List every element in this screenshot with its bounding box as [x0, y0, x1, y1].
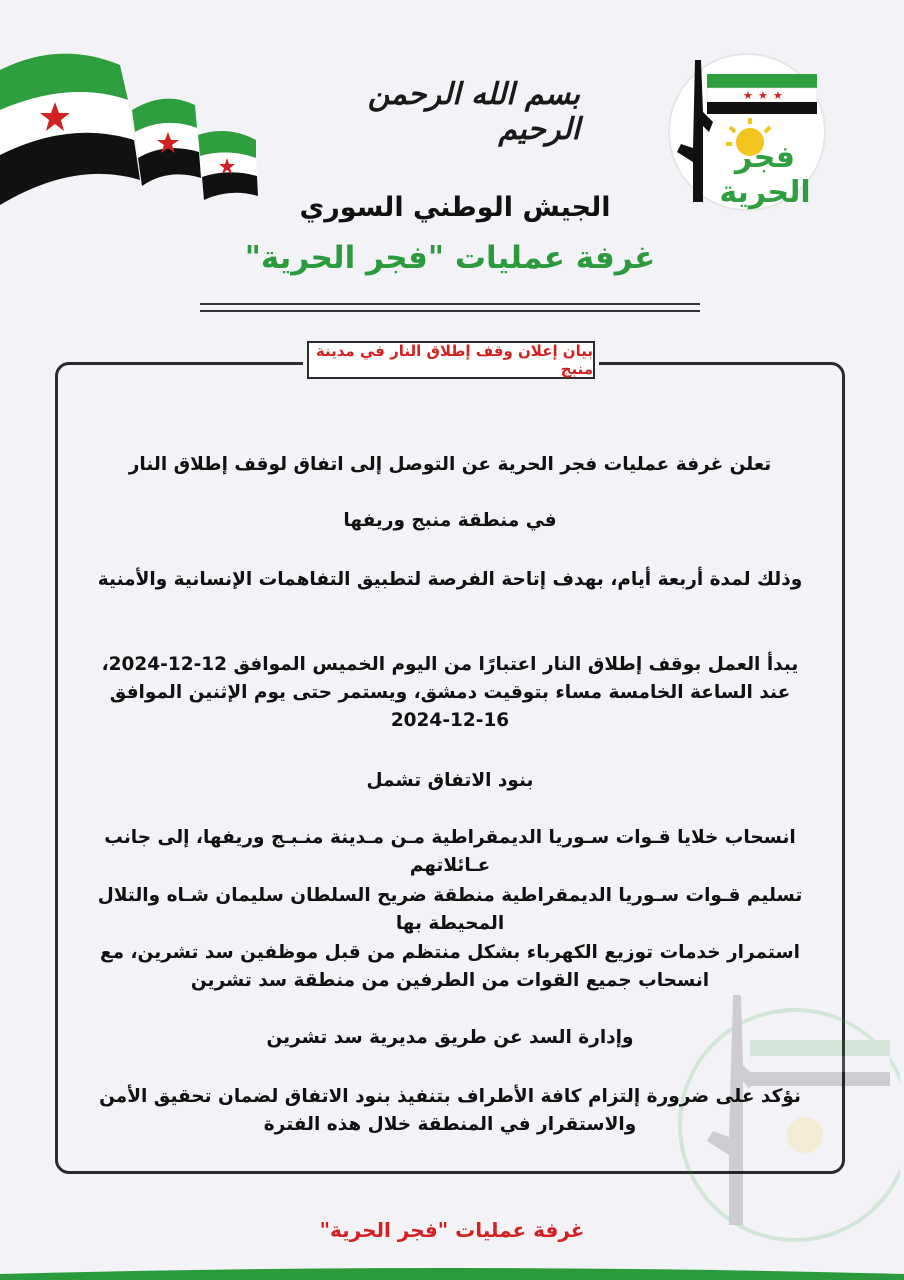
statement-paragraph: يبدأ العمل بوقف إطلاق النار اعتبارًا من اليوم الخميس الموافق 12-12-2024، عند الساعة الخامسة مساء بتوقيت دمشق، ويستمر حتى يوم الإثنين الموافق 16-12-2024	[101, 654, 799, 731]
agreement-term: تسليم قـوات سـوريا الديمقراطية منطقة ضريح السلطان سليمان شـاه والتلال المحيطة بها	[97, 885, 803, 934]
footer-signature: غرفة عمليات "فجر الحرية"	[319, 1218, 585, 1242]
statement-label: بيان إعلان وقف إطلاق النار في مدينة منبج	[307, 341, 595, 379]
closing-paragraph: نؤكد على ضرورة إلتزام كافة الأطراف بتنفيذ بنود الاتفاق لضمان تحقيق الأمن والاستقرار في المنطقة خلال هذه الفترة	[99, 1086, 801, 1135]
agreement-term: وإدارة السد عن طريق مديرية سد تشرين	[266, 1027, 634, 1048]
title-divider-top	[200, 303, 700, 305]
statement-paragraph: تعلن غرفة عمليات فجر الحرية عن التوصل إلى اتفاق لوقف إطلاق النار	[128, 454, 772, 475]
svg-text:★: ★	[758, 89, 768, 102]
bottom-green-band	[0, 1266, 904, 1280]
agreement-term: استمرار خدمات توزيع الكهرباء بشكل منتظم من قبل موظفين سد تشرين، مع انسحاب جميع القوات من الطرفين من منطقة سد تشرين	[99, 942, 801, 991]
agreement-terms-heading: بنود الاتفاق تشمل	[366, 770, 534, 791]
agreement-term: انسحاب خلايا قـوات سـوريا الديمقراطية مـن مـدينة منـبـج وريفها، إلى جانب عـائلاتهم	[104, 827, 796, 876]
basmala-calligraphy: بسم الله الرحمن الرحيم	[367, 77, 580, 147]
logo-watermark-icon	[655, 985, 900, 1245]
logo-text: فجر الحرية	[719, 140, 811, 210]
svg-text:★: ★	[773, 89, 783, 102]
army-title: الجيش الوطني السوري	[299, 192, 611, 223]
statement-paragraph: وذلك لمدة أربعة أيام، بهدف إتاحة الفرصة لتطبيق التفاهمات الإنسانية والأمنية	[97, 569, 803, 590]
svg-text:★: ★	[743, 89, 753, 102]
title-divider-bottom	[200, 310, 700, 312]
syrian-revolution-flags-icon	[0, 40, 270, 230]
statement-label-frame	[303, 337, 599, 383]
operations-room-title: غرفة عمليات "فجر الحرية"	[244, 240, 656, 276]
statement-paragraph: في منطقة منبج وريفها	[343, 510, 557, 531]
